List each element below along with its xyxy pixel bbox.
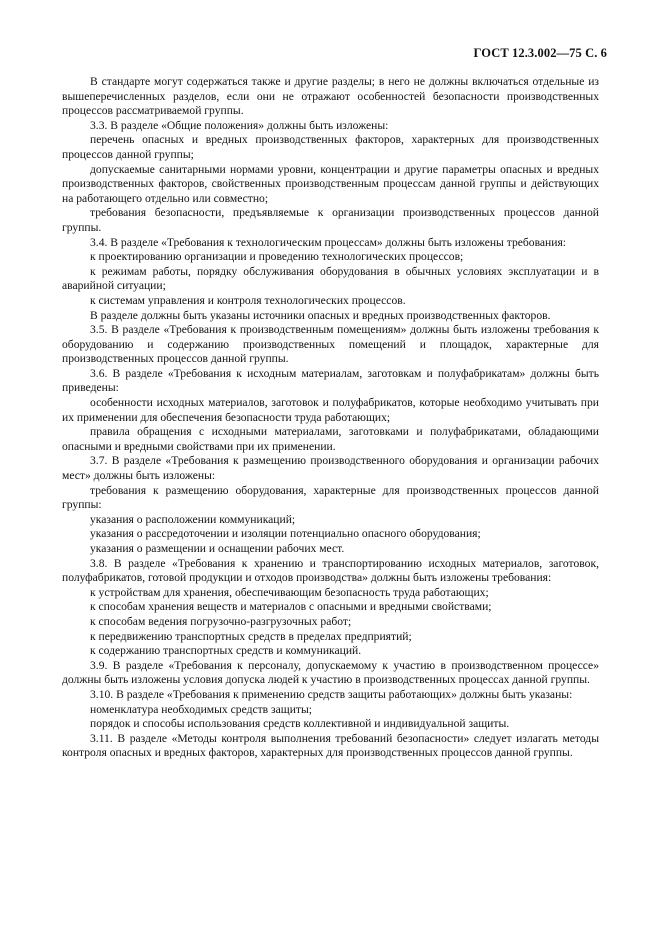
paragraph: 3.9. В разделе «Требования к персоналу, допускаемому к участию в производственном процессе» должны быть изложены условия допуска людей к участию в производственных процессах данной группы.: [62, 658, 599, 687]
paragraph: особенности исходных материалов, заготовок и полуфабрикатов, которые необходимо учитывать при их применении для обеспечения безопасности труда работающих;: [62, 396, 599, 424]
paragraph: к передвижению транспортных средств в пределах предприятий;: [90, 629, 412, 643]
paragraph: допускаемые санитарными нормами уровни, концентрации и другие параметры опасных и вредных производственных факторов, свойственных производственным процессам данной группы и действующих на работающего отдельно или совместно;: [62, 162, 599, 205]
paragraph: требования к размещению оборудования, характерные для производственных процессов данной группы:: [62, 483, 599, 512]
paragraph: указания о рассредоточении и изоляции потенциально опасного оборудования;: [90, 527, 481, 541]
paragraph: к системам управления и контроля технологических процессов.: [90, 293, 406, 307]
document-body: [62, 75, 599, 761]
paragraph: правила обращения с исходными материалами, заготовками и полуфабрикатами, обладающими опасными и вредными свойствами при их применении.: [62, 425, 599, 453]
paragraph: порядок и способы использования средств коллективной и индивидуальной защиты.: [90, 717, 510, 731]
paragraph: требования безопасности, предъявляемые к организации производственных процессов данной группы.: [62, 206, 599, 234]
paragraph: к способам хранения веществ и материалов с опасными и вредными свойствами;: [90, 600, 492, 614]
paragraph: 3.5. В разделе «Требования к производственным помещениям» должны быть изложены требования к оборудованию и содержанию производственных помещений и площадок, характерные для производственных процессов данной группы.: [62, 323, 599, 366]
paragraph: 3.8. В разделе «Требования к хранению и транспортированию исходных материалов, заготовок, полуфабрикатов, готовой продукции и отходов производства» должны быть изложены требования:: [62, 556, 599, 585]
paragraph: к проектированию организации и проведению технологических процессов;: [90, 250, 464, 264]
paragraph: 3.4. В разделе «Требования к технологическим процессам» должны быть изложены требования:: [90, 235, 567, 249]
paragraph: к содержанию транспортных средств и коммуникаций.: [90, 644, 362, 658]
paragraph: 3.10. В разделе «Требования к применению средств защиты работающих» должны быть указаны:: [90, 687, 573, 701]
paragraph: номенклатура необходимых средств защиты;: [90, 702, 312, 716]
paragraph: к режимам работы, порядку обслуживания оборудования в обычных условиях эксплуатации и в аварийной ситуации;: [62, 264, 599, 293]
paragraph: 3.7. В разделе «Требования к размещению производственного оборудования и организации рабочих мест» должны быть изложены:: [62, 454, 599, 483]
paragraph: к способам ведения погрузочно-разгрузочных работ;: [90, 614, 352, 628]
paragraph: перечень опасных и вредных производственных факторов, характерных для производственных процессов данной группы;: [62, 133, 599, 161]
paragraph: указания о расположении коммуникаций;: [90, 512, 296, 526]
paragraph: к устройствам для хранения, обеспечивающим безопасность труда работающих;: [90, 585, 489, 599]
paragraph: В разделе должны быть указаны источники опасных и вредных производственных факторов.: [90, 308, 551, 322]
paragraph: указания о размещении и оснащении рабочих мест.: [90, 542, 345, 555]
page-header: ГОСТ 12.3.002—75 С. 6: [473, 46, 607, 60]
paragraph: 3.6. В разделе «Требования к исходным материалам, заготовкам и полуфабрикатам» должны быть приведены:: [62, 366, 599, 395]
paragraph: 3.3. В разделе «Общие положения» должны быть изложены:: [90, 118, 389, 132]
paragraph: 3.11. В разделе «Методы контроля выполнения требований безопасности» следует излагать методы контроля опасных и вредных факторов, характерных для производственных процессов данной группы.: [62, 731, 599, 760]
paragraph: В стандарте могут содержаться также и другие разделы; в него не должны включаться отдельные из вышеперечисленных разделов, если они не отражают особенностей безопасности производственных процессов рассматриваемой группы.: [62, 75, 599, 118]
